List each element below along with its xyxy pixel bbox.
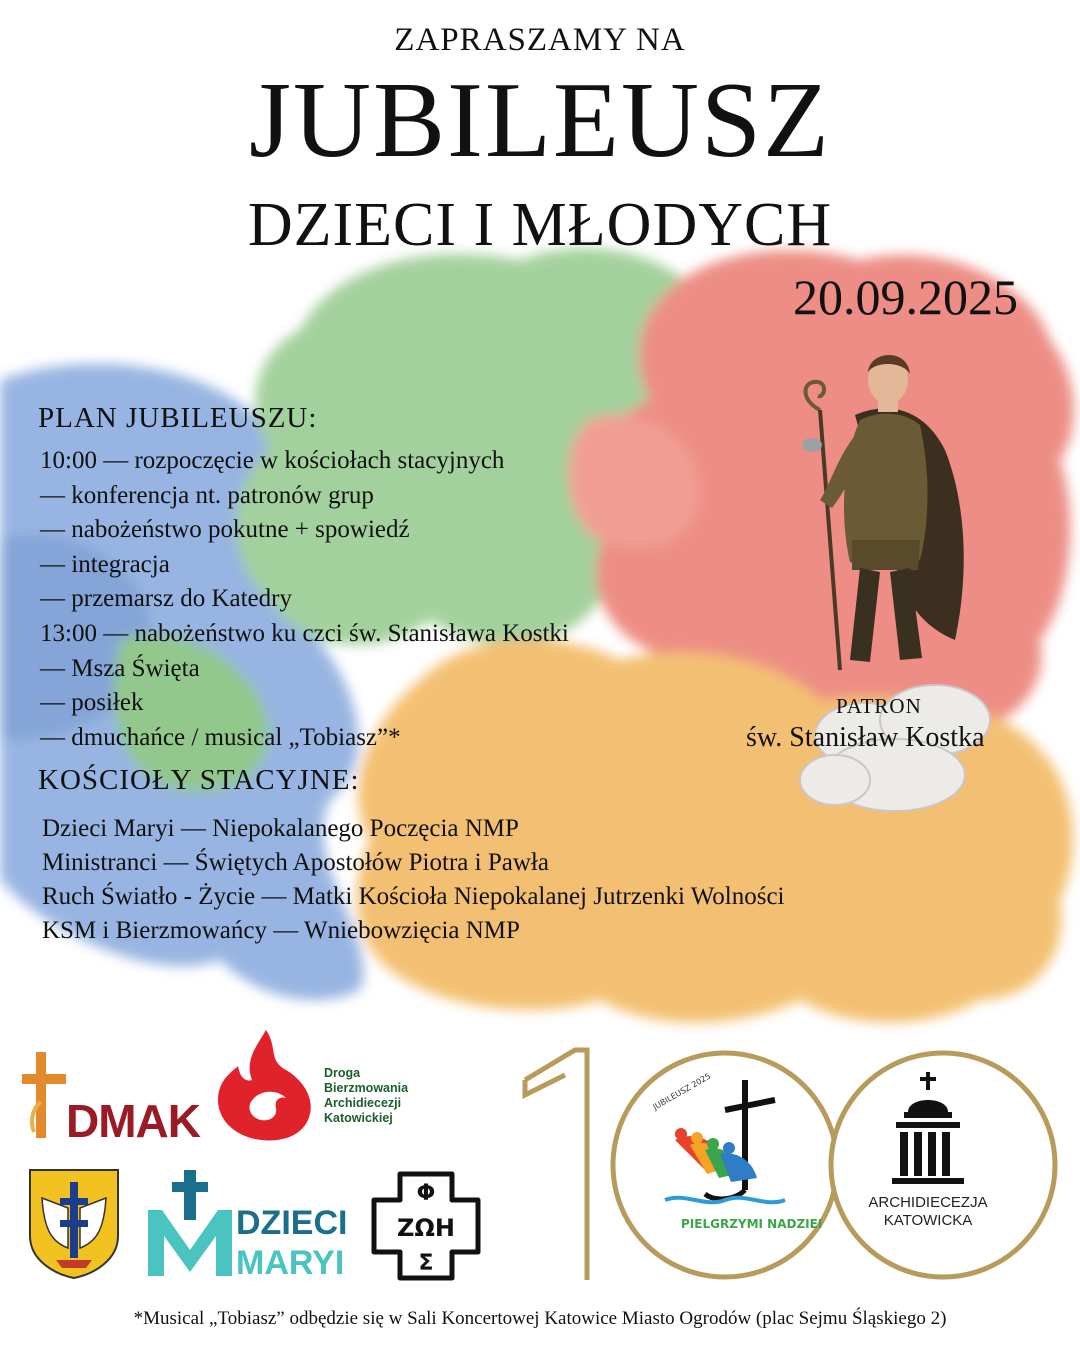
list-item: — posiłek (40, 689, 144, 717)
dzieci-maryi-text: DZIECI (236, 1204, 348, 1242)
droga-line: Droga (324, 1066, 361, 1080)
plan-list (40, 444, 569, 755)
archdiocese-line: KATOWICKA (883, 1212, 973, 1229)
plan-heading: PLAN JUBILEUSZU: (38, 402, 318, 434)
list-item: Ministranci — Świętych Apostołów Piotra i Pawła (42, 849, 549, 876)
list-item: — Msza Święta (40, 654, 200, 682)
page-title: JUBILEUSZ (249, 61, 831, 180)
list-item: 10:00 — rozpoczęcie w kościołach stacyjnych (40, 447, 505, 474)
droga-line: Archidiecezji (324, 1096, 402, 1110)
droga-logo-text (324, 1066, 408, 1126)
archdiocese-line: ARCHIDIECEZJA (868, 1194, 988, 1211)
list-item: 13:00 — nabożeństwo ku czci św. Stanisława Kostki (40, 619, 569, 647)
coat-of-arms-icon (28, 1168, 120, 1280)
svg-text:ΖΩΗ: ΖΩΗ (397, 1214, 455, 1242)
jubilee-logo-icon (645, 1070, 823, 1250)
invite-text: ZAPRASZAMY NA (394, 22, 686, 58)
footnote: *Musical „Tobiasz” odbędzie się w Sali Koncertowej Katowice Miasto Ogrodów (plac Sejmu Śląskiego 2) (133, 1308, 947, 1329)
dmak-cross-icon (22, 1052, 70, 1140)
patron-label: PATRON (836, 694, 922, 718)
droga-line: Katowickiej (324, 1111, 393, 1125)
page-subtitle: DZIECI I MŁODYCH (247, 191, 833, 259)
list-item: — integracja (40, 550, 170, 578)
churches-heading: KOŚCIOŁY STACYJNE: (38, 764, 360, 796)
svg-text:Σ: Σ (418, 1251, 434, 1276)
zoe-cross-icon (370, 1170, 482, 1282)
archdiocese-text (838, 1194, 1018, 1230)
saint-figure-image (780, 340, 980, 690)
patron-name: św. Stanisław Kostka (746, 722, 985, 753)
dzieci-maryi-text: MARYI (236, 1244, 345, 1282)
list-item: Dzieci Maryi — Niepokalanego Poczęcia NMP (42, 815, 519, 842)
list-item: — dmuchańce / musical „Tobiasz”* (40, 723, 401, 751)
list-item: — nabożeństwo pokutne + spowiedź (40, 516, 410, 544)
list-item: — przemarsz do Katedry (40, 585, 292, 613)
svg-text:Φ: Φ (416, 1181, 436, 1206)
event-date: 20.09.2025 (793, 269, 1018, 325)
list-item: Ruch Światło - Życie — Matki Kościoła Niepokalanej Jutrzenki Wolności (42, 883, 785, 910)
jubilee-ring-top-text: JUBILEUSZ 2025 (651, 1071, 713, 1112)
list-item: — konferencja nt. patronów grup (40, 481, 374, 509)
dzieci-maryi-m-icon (148, 1170, 234, 1278)
cathedral-icon (888, 1072, 968, 1190)
droga-line: Bierzmowania (324, 1081, 409, 1095)
list-item: KSM i Bierzmowańcy — Wniebowzięcia NMP (42, 917, 520, 944)
flame-dove-icon (216, 1030, 316, 1142)
churches-list (42, 812, 785, 948)
dmak-logo-text: DMAK (66, 1095, 200, 1147)
jubilee-ring-bottom-text: PIELGRZYMI NADZIEI (681, 1217, 823, 1231)
